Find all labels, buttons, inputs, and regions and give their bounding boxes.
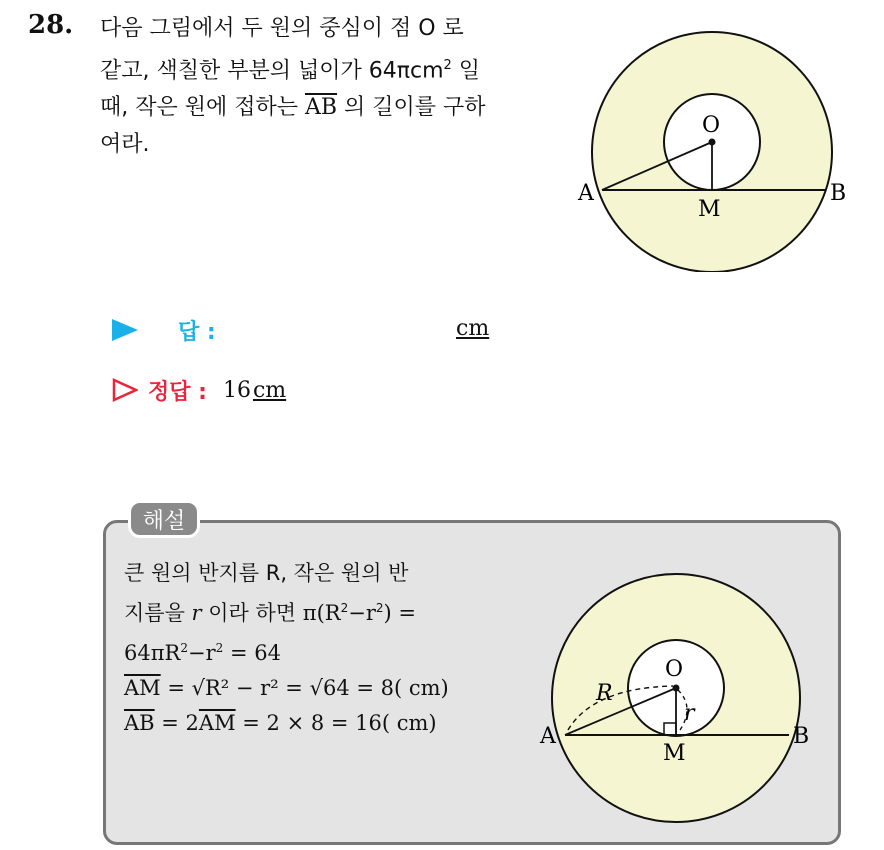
label-o: O	[702, 113, 721, 138]
correct-answer-row	[112, 372, 286, 408]
question-line-2	[100, 47, 560, 89]
question-number: 28.	[28, 10, 74, 40]
exp-line-5-mid: = 2	[154, 711, 199, 735]
question-line-2b: 일	[451, 58, 481, 84]
label-b: B	[830, 181, 847, 206]
explanation-line-2	[124, 591, 544, 631]
correct-unit: cm	[252, 377, 287, 403]
correct-number: 16	[222, 377, 251, 403]
exp-line-3-sup1: 2	[180, 641, 188, 655]
question-line-2a: 같고, 색칠한 부분의 넓이가 64πcm	[100, 58, 444, 84]
exp-line-2-sup1: 2	[340, 601, 349, 615]
segment-am: $\overline{AM}$	[124, 676, 161, 700]
exp-line-2a: 지름을	[124, 601, 192, 625]
label-o-2: O	[665, 657, 684, 682]
explanation-text	[124, 556, 544, 741]
exp-line-3-sup2: 2	[215, 641, 224, 655]
circle-figure-2	[538, 568, 828, 843]
question-line-2-sup: 2	[443, 58, 452, 73]
answer-row	[112, 312, 532, 348]
label-big-r: R	[596, 681, 613, 706]
exp-line-4-eq: = √R² − r² = √64 = 8( cm)	[160, 676, 449, 700]
question-line-1: 다음 그림에서 두 원의 중심이 점 O 로	[100, 16, 464, 41]
exp-line-3b: −r	[187, 641, 216, 665]
label-b-2: B	[793, 724, 810, 749]
label-m: M	[698, 197, 721, 222]
exp-line-2d: ) =	[383, 601, 416, 625]
play-triangle-icon	[112, 319, 138, 341]
exp-line-3c: = 64	[223, 641, 281, 665]
explanation-line-5	[124, 706, 544, 741]
exp-line-2-r: r	[191, 601, 202, 625]
exp-line-2b: 이라 하면 π(R	[201, 601, 341, 625]
center-point	[709, 139, 716, 146]
explanation-line-1: 큰 원의 반지름 R, 작은 원의 반	[124, 561, 409, 585]
explanation-line-4	[124, 671, 544, 706]
label-m-2: M	[663, 741, 686, 766]
segment-ab-exp: $\overline{AB}$	[124, 711, 155, 735]
question-line-3	[100, 89, 560, 126]
center-point-2	[673, 685, 680, 692]
explanation-line-3	[124, 631, 544, 671]
segment-am-exp: $\overline{AM}$	[198, 711, 236, 735]
exp-line-3a: 64πR	[124, 641, 181, 665]
question-line-3b: 의 길이를 구하	[337, 95, 486, 121]
explanation-tab: 해설	[128, 500, 200, 538]
label-a-2: A	[540, 724, 556, 749]
question-line-3a: 때, 작은 원에 접하는	[100, 95, 305, 121]
label-a: A	[578, 181, 594, 206]
outline-triangle-icon	[112, 378, 138, 402]
exp-line-5-end: = 2 × 8 = 16( cm)	[235, 711, 437, 735]
question-text	[100, 10, 560, 163]
answer-unit: cm	[456, 316, 490, 341]
correct-value	[223, 378, 286, 403]
correct-label: 정답 :	[148, 379, 207, 405]
exp-line-2c: −r	[348, 601, 376, 625]
circle-figure-1	[570, 12, 860, 272]
exp-line-2-sup2: 2	[375, 601, 384, 615]
label-small-r: r	[684, 701, 695, 726]
question-line-4: 여라.	[100, 132, 150, 158]
answer-label: 답 :	[178, 319, 216, 345]
segment-ab: $\overline{AB}$	[304, 95, 338, 121]
